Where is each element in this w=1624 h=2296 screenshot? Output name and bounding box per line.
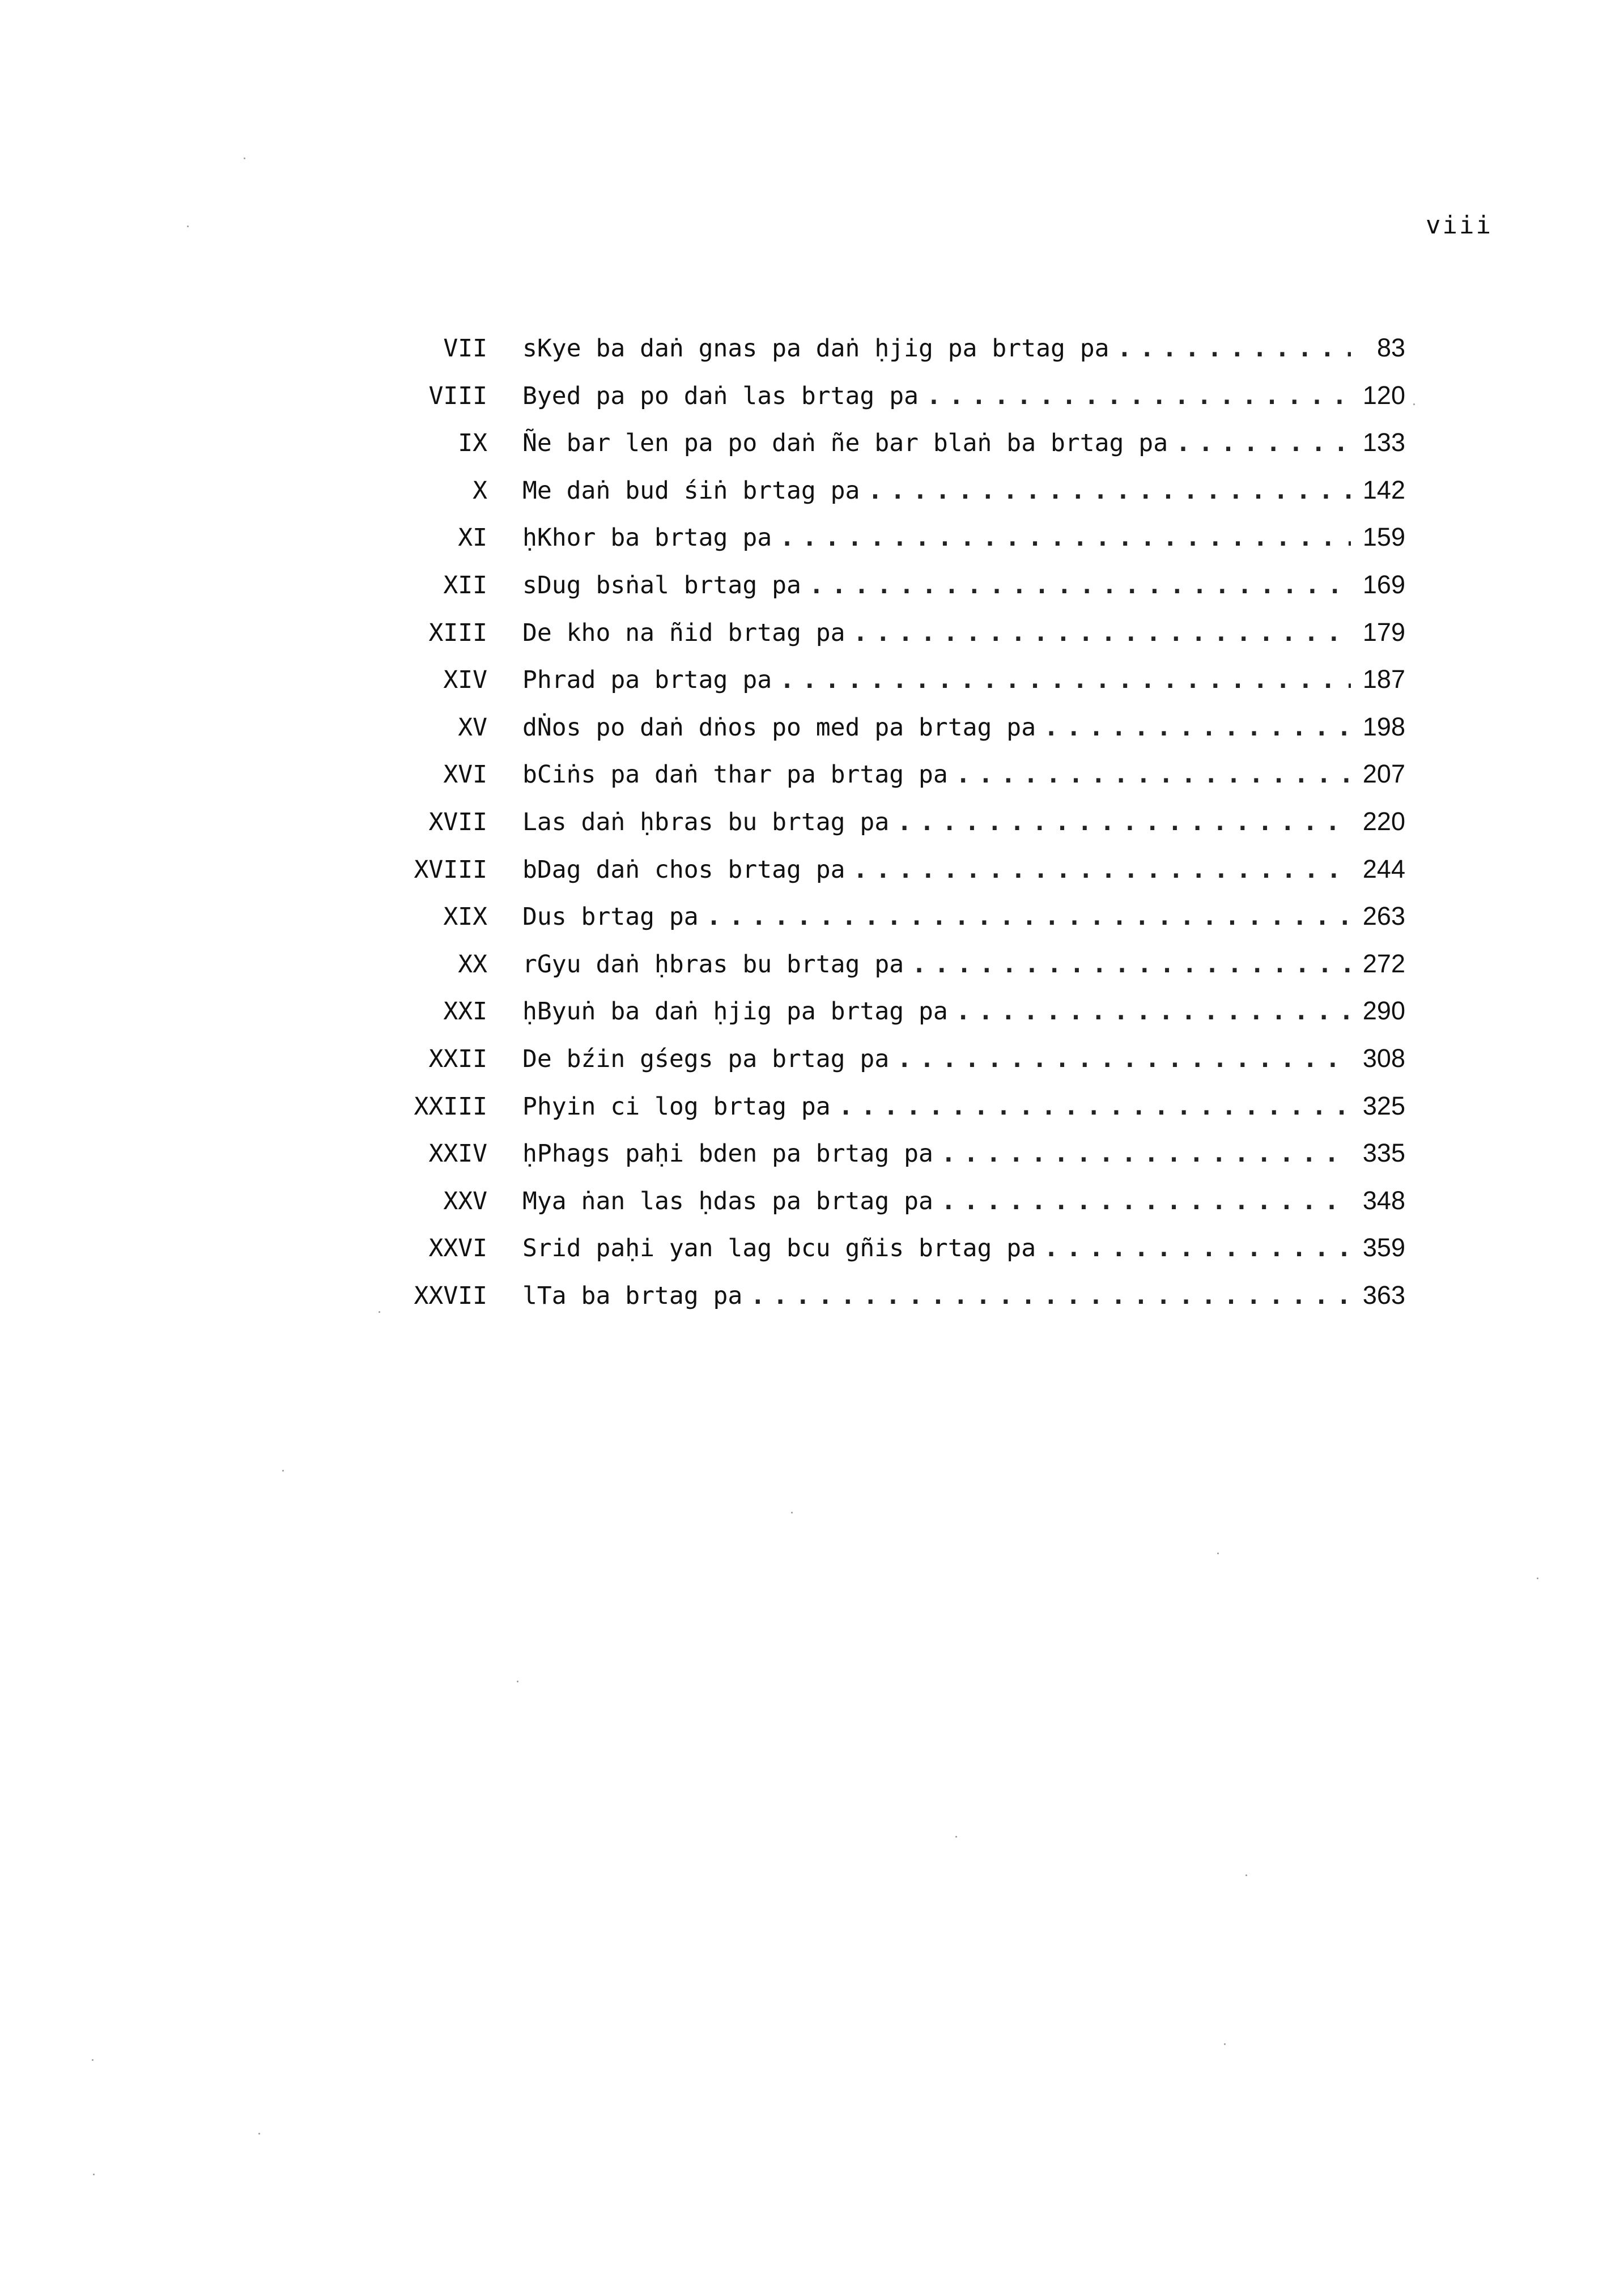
scan-speck — [244, 158, 245, 159]
toc-entry — [374, 333, 1405, 381]
chapter-page: 198 — [1362, 712, 1405, 741]
chapter-page: 359 — [1362, 1233, 1405, 1262]
chapter-title: bCiṅs pa daṅ thar pa brtag pa — [522, 760, 948, 789]
toc-entry — [374, 1233, 1405, 1281]
chapter-numeral: XXVI — [428, 1234, 487, 1263]
chapter-title: Mya ṅan las ḥdas pa brtag pa — [522, 1187, 933, 1215]
dot-leader — [897, 808, 1351, 836]
page-number: viii — [1426, 211, 1493, 240]
dot-leader — [941, 1140, 1351, 1168]
chapter-page: 207 — [1362, 759, 1405, 789]
scan-speck — [93, 2174, 95, 2175]
chapter-numeral: XVII — [428, 807, 487, 836]
chapter-numeral: XIII — [428, 618, 487, 647]
dot-leader — [809, 571, 1351, 599]
dot-leader — [926, 382, 1351, 410]
scan-speck — [258, 2133, 260, 2135]
chapter-page: 272 — [1362, 949, 1405, 978]
chapter-numeral: XII — [443, 571, 487, 599]
chapter-numeral: XI — [458, 524, 487, 552]
toc-entry — [374, 570, 1405, 618]
chapter-page: 179 — [1362, 617, 1405, 647]
toc-entry — [374, 1186, 1405, 1234]
toc-entry — [374, 665, 1405, 712]
toc-entry — [374, 1091, 1405, 1139]
chapter-title: Phrad pa brtag pa — [522, 666, 772, 695]
scan-speck — [282, 1470, 284, 1472]
dot-leader — [780, 666, 1351, 694]
toc-entry — [374, 949, 1405, 997]
chapter-title: lTa ba brtag pa — [522, 1281, 743, 1310]
dot-leader — [1044, 1234, 1351, 1262]
dot-leader — [912, 950, 1351, 979]
chapter-numeral: VIII — [428, 381, 487, 410]
chapter-title: sDug bsṅal brtag pa — [522, 571, 801, 599]
dot-leader — [780, 524, 1351, 552]
dot-leader — [853, 619, 1351, 647]
dot-leader — [1117, 334, 1351, 363]
dot-leader — [956, 997, 1351, 1026]
scan-speck — [92, 2059, 93, 2061]
toc-entry — [374, 807, 1405, 854]
chapter-title: Dus brtag pa — [522, 903, 699, 932]
chapter-numeral: X — [473, 476, 487, 505]
chapter-page: 159 — [1362, 522, 1405, 552]
toc-entry — [374, 1138, 1405, 1186]
chapter-numeral: XIV — [443, 666, 487, 695]
chapter-page: 290 — [1362, 996, 1405, 1026]
dot-leader — [941, 1187, 1351, 1215]
dot-leader — [1176, 429, 1351, 457]
chapter-numeral: IX — [458, 429, 487, 458]
chapter-page: 169 — [1362, 569, 1405, 599]
chapter-title: Ñe bar len pa po daṅ ñe bar blaṅ ba brtag pa — [522, 429, 1168, 458]
chapter-page: 142 — [1362, 475, 1405, 504]
toc-entry — [374, 996, 1405, 1044]
dot-leader — [868, 477, 1351, 505]
scan-speck — [1413, 403, 1415, 405]
dot-leader — [853, 856, 1351, 884]
chapter-numeral: XVIII — [414, 855, 487, 884]
toc-entry — [374, 1281, 1405, 1328]
scan-speck — [791, 1512, 793, 1513]
chapter-page: 348 — [1362, 1185, 1405, 1215]
scan-speck — [1537, 1578, 1538, 1579]
chapter-title: Las daṅ ḥbras bu brtag pa — [522, 807, 890, 836]
scan-speck — [955, 1836, 957, 1838]
chapter-title: De bźin gśegs pa brtag pa — [522, 1044, 890, 1073]
chapter-title: rGyu daṅ ḥbras bu brtag pa — [522, 950, 904, 979]
scan-speck — [1245, 1874, 1247, 1876]
chapter-page: 220 — [1362, 806, 1405, 836]
toc-entry — [374, 759, 1405, 807]
scan-speck — [1224, 2043, 1226, 2045]
chapter-page: 244 — [1362, 854, 1405, 883]
chapter-numeral: XX — [458, 950, 487, 979]
chapter-numeral: XXII — [428, 1044, 487, 1073]
toc-entry — [374, 618, 1405, 665]
toc-entry — [374, 712, 1405, 760]
chapter-title: Srid paḥi yan lag bcu gñis brtag pa — [522, 1234, 1036, 1263]
chapter-numeral: XIX — [443, 903, 487, 932]
chapter-title: bDag daṅ chos brtag pa — [522, 855, 845, 884]
scan-speck — [379, 1311, 380, 1313]
chapter-page: 263 — [1362, 902, 1405, 931]
chapter-title: dṄos po daṅ dṅos po med pa brtag pa — [522, 713, 1036, 742]
chapter-numeral: XXV — [443, 1187, 487, 1215]
dot-leader — [897, 1045, 1351, 1073]
chapter-title: ḥByuṅ ba daṅ ḥjig pa brtag pa — [522, 997, 948, 1026]
chapter-page: 83 — [1376, 333, 1405, 362]
chapter-title: Phyin ci log brtag pa — [522, 1092, 831, 1121]
chapter-numeral: VII — [443, 334, 487, 363]
table-of-contents — [374, 333, 1405, 1328]
toc-entry — [374, 381, 1405, 428]
toc-entry — [374, 475, 1405, 523]
dot-leader — [750, 1282, 1351, 1310]
scan-speck — [187, 226, 189, 227]
scan-speck — [1217, 1553, 1219, 1554]
toc-entry — [374, 1044, 1405, 1091]
chapter-title: De kho na ñid brtag pa — [522, 618, 845, 647]
chapter-title: ḥPhags paḥi bden pa brtag pa — [522, 1140, 933, 1168]
chapter-numeral: XXVII — [414, 1281, 487, 1310]
toc-entry — [374, 902, 1405, 949]
dot-leader — [1044, 713, 1351, 742]
toc-entry — [374, 522, 1405, 570]
chapter-title: Me daṅ bud śiṅ brtag pa — [522, 476, 860, 505]
chapter-title: Byed pa po daṅ las brtag pa — [522, 381, 919, 410]
chapter-page: 325 — [1362, 1091, 1405, 1120]
dot-leader — [839, 1092, 1351, 1121]
chapter-numeral: XXI — [443, 997, 487, 1026]
chapter-page: 187 — [1362, 665, 1405, 694]
toc-entry — [374, 428, 1405, 475]
dot-leader — [707, 903, 1351, 931]
chapter-numeral: XXIII — [414, 1092, 487, 1121]
chapter-page: 133 — [1362, 428, 1405, 457]
chapter-numeral: XVI — [443, 760, 487, 789]
dot-leader — [956, 760, 1351, 789]
chapter-title: sKye ba daṅ gnas pa daṅ ḥjig pa brtag pa — [522, 334, 1109, 363]
chapter-numeral: XXIV — [428, 1140, 487, 1168]
chapter-page: 308 — [1362, 1043, 1405, 1073]
chapter-page: 335 — [1362, 1138, 1405, 1168]
scan-speck — [517, 1681, 518, 1682]
chapter-page: 363 — [1362, 1280, 1405, 1309]
toc-entry — [374, 854, 1405, 902]
chapter-title: ḥKhor ba brtag pa — [522, 524, 772, 552]
chapter-page: 120 — [1362, 380, 1405, 410]
chapter-numeral: XV — [458, 713, 487, 742]
